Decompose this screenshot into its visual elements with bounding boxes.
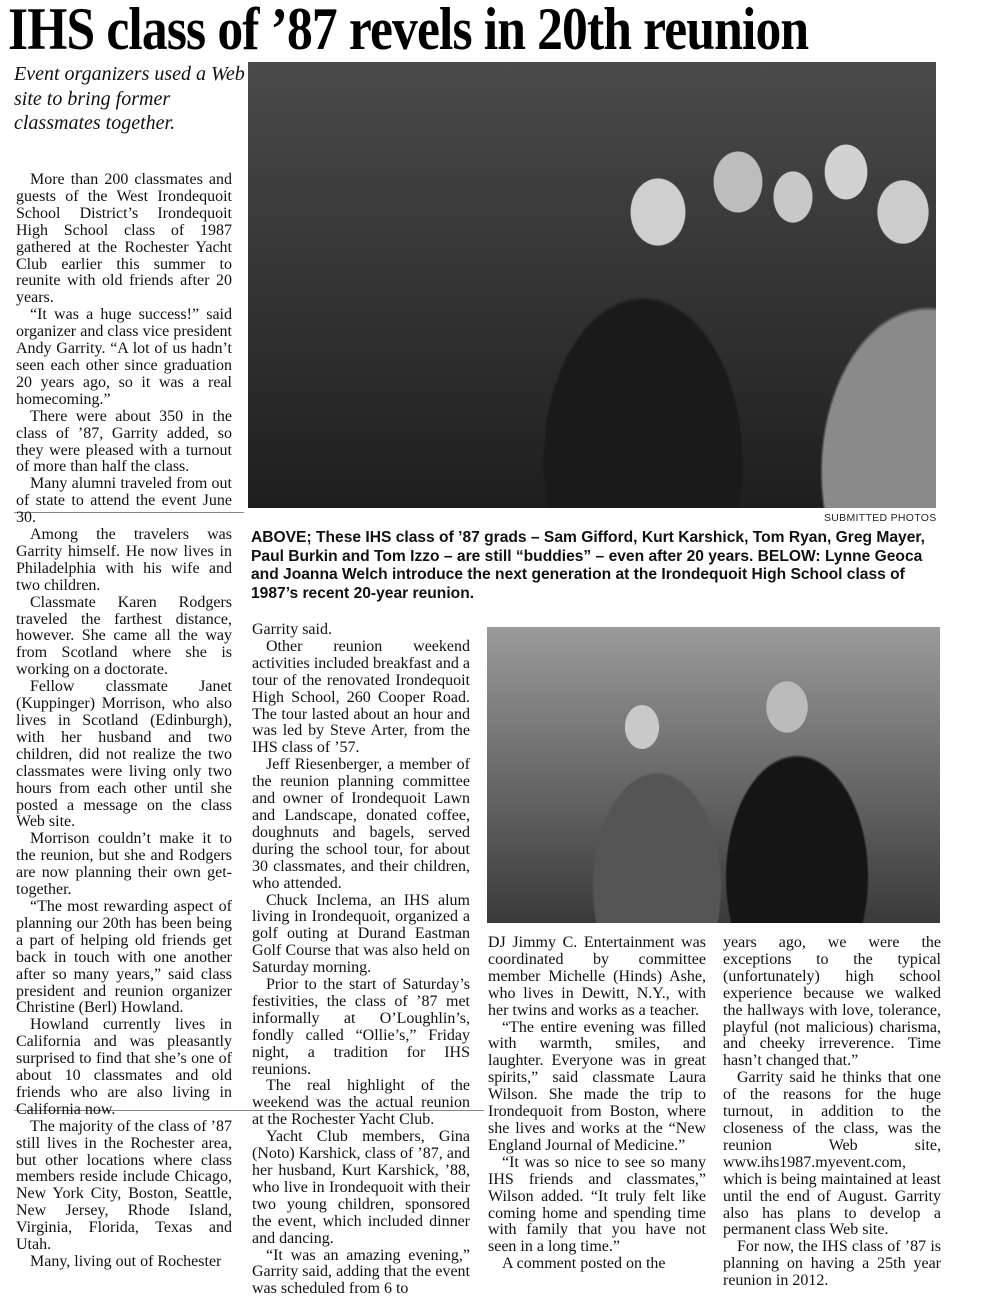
article-paragraph: Classmate Karen Rodgers traveled the farthest distance, however. She came all the way from Scotland where she is working on a doctorate. [16, 593, 232, 679]
article-paragraph: “It was a huge success!” said organizer and class vice president Andy Garrity. “A lot of us hadn’t seen each other since graduation 20 years ago, so it was a real homecoming.” [16, 306, 232, 408]
article-paragraph: “It was so nice to see so many IHS friends and classmates,” Wilson added. “It truly felt like coming home and spending time with family that you have not seen in a long time.” [488, 1153, 706, 1256]
photo-mothers-with-babies [487, 627, 940, 923]
article-paragraph: Jeff Riesenberger, a member of the reunion planning committee and owner of Irondequoit Lawn and Landscape, donated coffee, doughnuts and bagels, served during the school tour, for about 30 classmates, and their children, who attended. [252, 756, 470, 892]
article-paragraph: Prior to the start of Saturday’s festivities, the class of ’87 met informally at O’Loughlin’s, fondly called “Ollie’s,” Friday night, a tradition for IHS reunions. [252, 976, 470, 1078]
photo-credit: SUBMITTED PHOTOS [824, 512, 937, 524]
article-paragraph: A comment posted on the [502, 1255, 666, 1273]
article-paragraph: DJ Jimmy C. Entertainment was coordinated by committee member Michelle (Hinds) Ashe, who lives in Dewitt, N.Y., with her twins and works as a teacher. [488, 934, 706, 1019]
article-paragraph: Other reunion weekend activities included breakfast and a tour of the renovated Irondequoit High School, 260 Cooper Road. The tour lasted about an hour and was led by Steve Arter, from the IHS class of ’57. [252, 637, 470, 757]
article-paragraph: “It was an amazing evening,” Garrity said, adding that the event was scheduled from 6 to [252, 1246, 470, 1298]
article-paragraph: “The most rewarding aspect of planning our 20th has been being a part of helping old friends get back in touch with one another after so many years,” said class president and reunion organizer Christine (Berl) Howland. [16, 897, 232, 1017]
article-paragraph: For now, the IHS class of ’87 is planning on having a 25th year reunion in 2012. [723, 1238, 941, 1290]
article-paragraph: Many, living out of Rochester [30, 1253, 222, 1270]
deck-subheadline: Event organizers used a Web site to bring former classmates together. [14, 63, 245, 134]
article-paragraph: The majority of the class of ’87 still lives in the Rochester area, but other locations where class members reside include Chicago, New York City, Boston, Seattle, New Jersey, Rhode Island, Virginia, Florida, Texas and Utah. [16, 1117, 232, 1254]
article-paragraph: years ago, we were the exceptions to the typical (unfortunately) high school experience because we walked the hallways with love, tolerance, playful (not malicious) charisma, and cheeky irreverence. Time hasn’t changed that.” [723, 934, 941, 1070]
article-paragraph: Many alumni traveled from out of state to attend the event June 30. [16, 475, 232, 527]
article-paragraph: “The entire evening was filled with warmth, smiles, and laughter. Everyone was in great spirits,” said classmate Laura Wilson. She made the trip to Irondequoit from Boston, where she lives and works at the “New England Journal of Medicine.” [488, 1018, 706, 1154]
photo-caption: ABOVE; These IHS class of ’87 grads – Sam Gifford, Kurt Karshick, Tom Ryan, Greg Mayer, Paul Burkin and Tom Izzo – are still “buddies” – even after 20 years. BELOW: Lynne Geoca and Joanna Welch introduce the next generation at the Irondequoit High School class of 1987’s recent 20-year reunion. [251, 529, 925, 602]
article-column-1 [16, 172, 232, 1271]
article-paragraph: The real highlight of the weekend was the actual reunion at the Rochester Yacht Club. [252, 1077, 470, 1129]
photo-classmates-group [248, 62, 936, 508]
article-paragraph: Fellow classmate Janet (Kuppinger) Morrison, who also lives in Scotland (Edinburgh), with her husband and two children, did not realize the two classmates were living only two hours from each other until she posted a message on the class Web site. [16, 678, 232, 831]
headline: IHS class of ’87 revels in 20th reunion [8, 0, 809, 62]
article-paragraph: Garrity said. [252, 621, 332, 638]
article-column-4 [723, 935, 941, 1290]
article-paragraph: Howland currently lives in California and was pleasantly surprised to find that she’s one of about 10 classmates and old friends who are also living in California now. [16, 1016, 232, 1118]
article-paragraph: Chuck Inclema, an IHS alum living in Irondequoit, organized a golf outing at Durand Eastman Golf Course that was also held on Saturday morning. [252, 891, 470, 977]
article-paragraph: Among the travelers was Garrity himself. He now lives in Philadelphia with his wife and two children. [16, 526, 232, 594]
article-paragraph: Yacht Club members, Gina (Noto) Karshick, class of ’87, and her husband, Kurt Karshick, ’88, who live in Irondequoit with their two young children, sponsored the event, which included dinner and dancing. [252, 1128, 470, 1247]
article-column-3 [488, 935, 706, 1273]
article-paragraph: There were about 350 in the class of ’87, Garrity added, so they were pleased with a turnout of more than half the class. [16, 407, 232, 476]
article-paragraph: Garrity said he thinks that one of the reasons for the huge turnout, in addition to the closeness of the class, was the reunion Web site, www.ihs1987.myevent.com, which is being maintained at least until the end of August. Garrity also has plans to develop a permanent class Web site. [723, 1069, 941, 1239]
article-paragraph: More than 200 classmates and guests of the West Irondequoit School District’s Irondequoit High School class of 1987 gathered at the Rochester Yacht Club earlier this summer to reunite with old friends after 20 years. [16, 171, 232, 307]
article-paragraph: Morrison couldn’t make it to the reunion, but she and Rodgers are now planning their own get-together. [16, 830, 232, 899]
article-column-2 [252, 622, 470, 1298]
